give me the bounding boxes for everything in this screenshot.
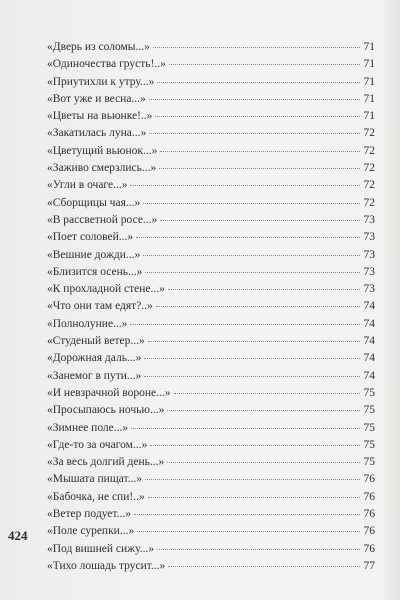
leader-dots (167, 462, 360, 463)
toc-page-number: 75 (363, 404, 375, 417)
toc-page-number: 71 (363, 92, 375, 105)
leader-dots (134, 514, 360, 515)
leader-dots (144, 358, 360, 359)
toc-entry (47, 266, 375, 283)
toc-entry (47, 110, 375, 127)
toc-page-number: 72 (363, 144, 375, 157)
toc-title: «Закатилась луна...» (47, 127, 147, 140)
toc-page-number: 75 (363, 386, 375, 399)
toc-entry (47, 335, 375, 352)
leader-dots (153, 47, 360, 48)
toc-entry (47, 560, 375, 577)
toc-page-number: 77 (363, 559, 375, 572)
toc-title: «Бабочка, не спи!..» (47, 490, 145, 503)
leader-dots (149, 133, 360, 134)
toc-page-number: 76 (363, 490, 375, 503)
toc-title: «И невзрачной вороне...» (47, 386, 171, 399)
toc-title: «Ветер подует...» (47, 508, 131, 521)
toc-title: «Вешние дожди...» (47, 248, 141, 261)
toc-entry (47, 387, 375, 404)
toc-entry (47, 543, 375, 560)
leader-dots (160, 151, 360, 152)
toc-entry (47, 197, 375, 214)
leader-dots (156, 306, 360, 307)
leader-dots (174, 393, 360, 394)
toc-title: «Близится осень...» (47, 265, 143, 278)
table-of-contents (47, 41, 375, 577)
leader-dots (136, 237, 360, 238)
leader-dots (130, 185, 360, 186)
toc-title: «Тихо лошадь трусит...» (47, 559, 166, 572)
leader-dots (168, 289, 360, 290)
toc-entry (47, 491, 375, 508)
toc-page-number: 74 (363, 300, 375, 313)
leader-dots (131, 428, 360, 429)
toc-title: «Полнолуние...» (47, 317, 128, 330)
toc-title: «Мышата пищат...» (47, 473, 143, 486)
toc-title: «Заживо смерзлись...» (47, 162, 157, 175)
toc-title: «К прохладной стене...» (47, 283, 165, 296)
toc-page-number: 72 (363, 162, 375, 175)
toc-page-number: 73 (363, 213, 375, 226)
toc-page-number: 74 (363, 335, 375, 348)
toc-title: «Просыпаюсь ночью...» (47, 404, 165, 417)
leader-dots (157, 82, 360, 83)
toc-page-number: 72 (363, 196, 375, 209)
toc-title: «Цветы на вьюнке!..» (47, 110, 153, 123)
toc-page-number: 72 (363, 127, 375, 140)
toc-entry (47, 439, 375, 456)
toc-title: «Угли в очаге...» (47, 179, 128, 192)
toc-entry (47, 93, 375, 110)
leader-dots (160, 220, 360, 221)
toc-entry (47, 404, 375, 421)
leader-dots (167, 410, 360, 411)
leader-dots (143, 203, 360, 204)
toc-entry (47, 145, 375, 162)
toc-entry (47, 41, 375, 58)
toc-page-number: 74 (363, 352, 375, 365)
toc-title: «В рассветной росе...» (47, 213, 158, 226)
toc-entry (47, 127, 375, 144)
toc-page-number: 72 (363, 179, 375, 192)
leader-dots (145, 272, 360, 273)
toc-page-number: 76 (363, 473, 375, 486)
page-edge-shadow (382, 0, 400, 600)
toc-page-number: 76 (363, 542, 375, 555)
leader-dots (145, 479, 360, 480)
toc-page-number: 75 (363, 438, 375, 451)
toc-page-number: 71 (363, 41, 375, 53)
toc-title: «Цветущий вьюнок...» (47, 144, 158, 157)
toc-title: «Что они там едят?..» (47, 300, 153, 313)
toc-page-number: 73 (363, 248, 375, 261)
leader-dots (169, 64, 360, 65)
toc-entry (47, 283, 375, 300)
toc-entry (47, 162, 375, 179)
toc-entry (47, 370, 375, 387)
leader-dots (168, 566, 360, 567)
leader-dots (149, 99, 360, 100)
toc-page-number: 73 (363, 265, 375, 278)
leader-dots (157, 549, 360, 550)
toc-title: «Дверь из соломы...» (47, 41, 150, 53)
toc-entry (47, 214, 375, 231)
toc-page-number: 71 (363, 58, 375, 71)
toc-title: «За весь долгий день...» (47, 456, 165, 469)
toc-page-number: 73 (363, 283, 375, 296)
toc-title: «Зимнее поле...» (47, 421, 129, 434)
toc-entry (47, 249, 375, 266)
toc-page-number: 73 (363, 231, 375, 244)
toc-entry (47, 231, 375, 248)
toc-title: «Поет соловей...» (47, 231, 134, 244)
toc-title: «Под вишней сижу...» (47, 542, 155, 555)
toc-entry (47, 76, 375, 93)
toc-entry (47, 508, 375, 525)
toc-entry (47, 422, 375, 439)
toc-title: «Сборщицы чая...» (47, 196, 141, 209)
toc-entry (47, 525, 375, 542)
toc-entry (47, 179, 375, 196)
toc-title: «Приутихли к утру...» (47, 75, 155, 88)
toc-page-number: 71 (363, 75, 375, 88)
toc-page-number: 76 (363, 525, 375, 538)
leader-dots (155, 116, 360, 117)
toc-title: «Студеный ветер...» (47, 335, 145, 348)
toc-entry (47, 456, 375, 473)
leader-dots (148, 341, 360, 342)
leader-dots (144, 376, 360, 377)
toc-page-number: 75 (363, 456, 375, 469)
toc-page-number: 76 (363, 508, 375, 521)
toc-entry (47, 58, 375, 75)
leader-dots (143, 255, 360, 256)
toc-page-number: 75 (363, 421, 375, 434)
toc-entry (47, 473, 375, 490)
leader-dots (159, 168, 360, 169)
toc-title: «Дорожная даль...» (47, 352, 142, 365)
toc-title: «Где-то за очагом...» (47, 438, 148, 451)
toc-title: «Вот уже и весна...» (47, 92, 146, 105)
leader-dots (148, 497, 360, 498)
toc-page-number: 71 (363, 110, 375, 123)
page-number: 424 (8, 528, 28, 543)
toc-entry (47, 352, 375, 369)
leader-dots (130, 324, 360, 325)
toc-entry (47, 318, 375, 335)
toc-title: «Одиночества грусть!..» (47, 58, 166, 71)
leader-dots (137, 531, 360, 532)
toc-page-number: 74 (363, 369, 375, 382)
leader-dots (150, 445, 360, 446)
toc-entry (47, 300, 375, 317)
toc-page-number: 74 (363, 317, 375, 330)
toc-title: «Поле сурепки...» (47, 525, 135, 538)
toc-title: «Занемог в пути...» (47, 369, 142, 382)
